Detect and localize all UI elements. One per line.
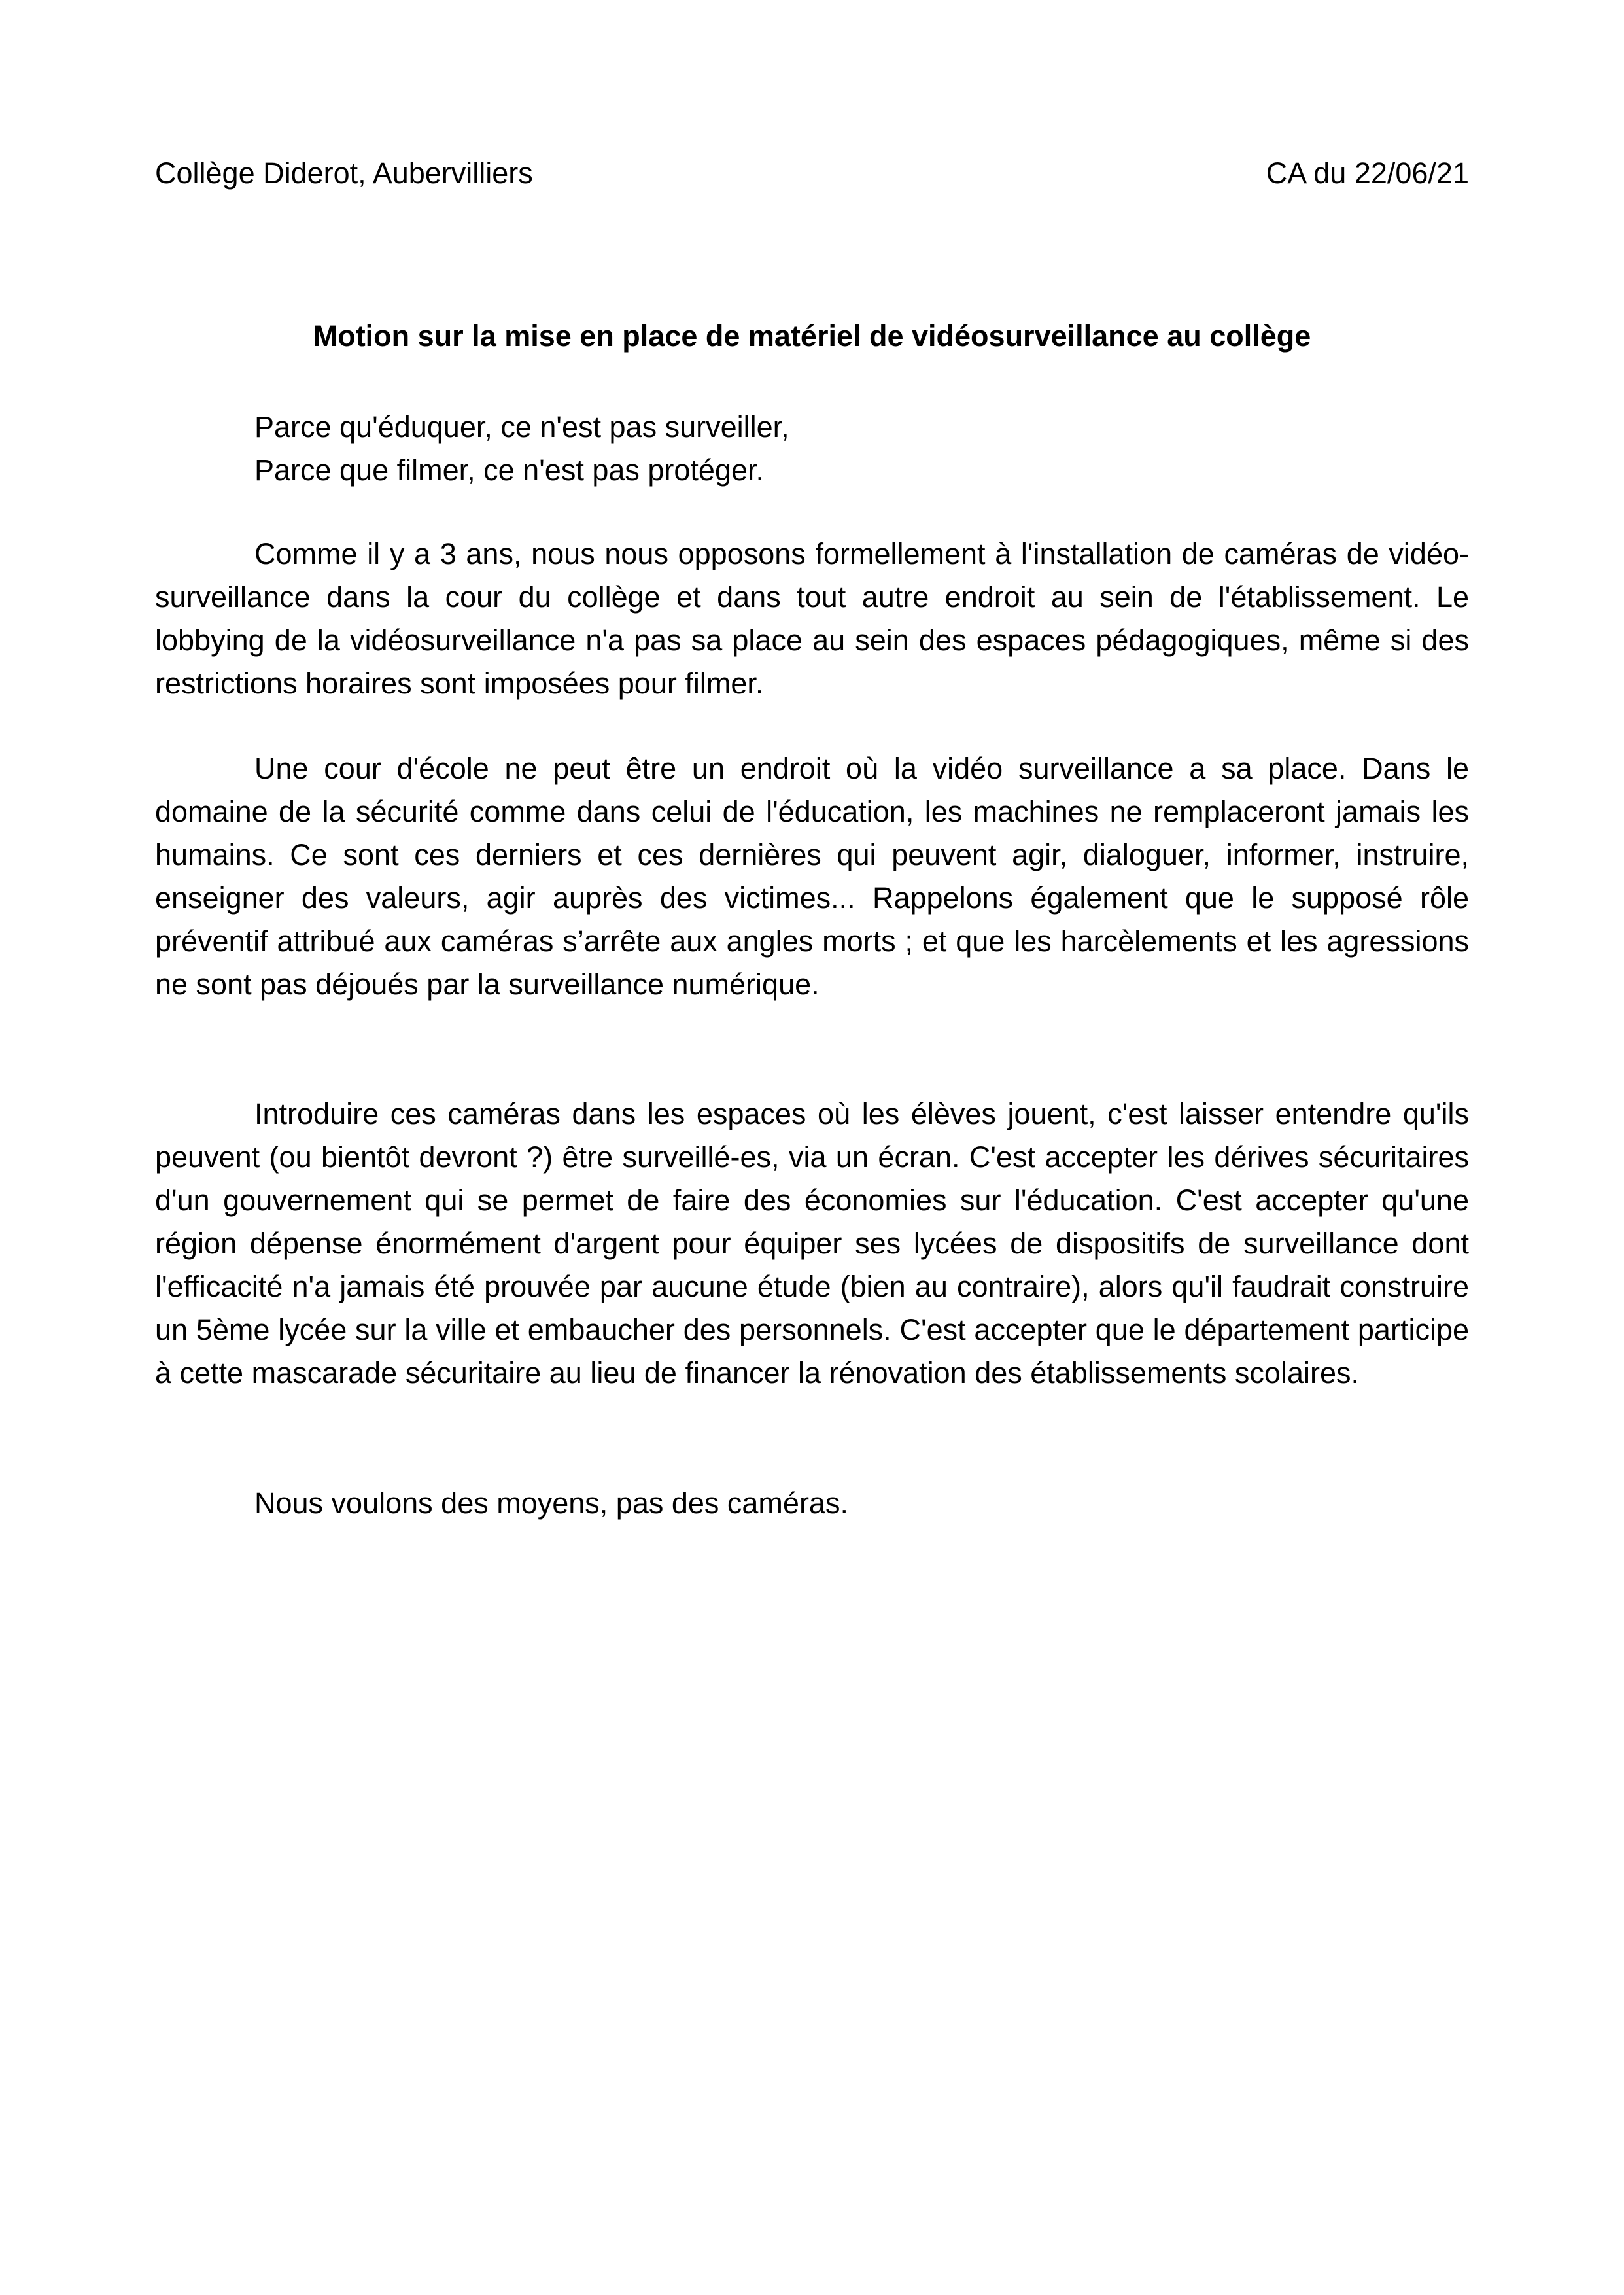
- header-meeting-date: CA du 22/06/21: [1266, 156, 1469, 190]
- paragraph-text: Nous voulons des moyens, pas des caméras.: [254, 1486, 848, 1520]
- header-school: Collège Diderot, Aubervilliers: [155, 156, 533, 190]
- epigraph-line: Parce que filmer, ce n'est pas protéger.: [254, 453, 765, 487]
- paragraph: [155, 1093, 1469, 1395]
- paragraph: [155, 747, 1469, 1006]
- paragraph-text: Comme il y a 3 ans, nous nous opposons formellement à l'installation de caméras de vidéo-surveillance dans la cour du collège et dans tout autre endroit au sein de l'établissement. Le lobbying de la vidéosurveillance n'a pas sa place au sein des espaces pédagogiques, même si des restrictions horaires sont imposées pour filmer.: [155, 537, 1469, 700]
- epigraph-line: Parce qu'éduquer, ce n'est pas surveiller,: [254, 410, 789, 444]
- epigraph: [254, 406, 789, 492]
- document-title: Motion sur la mise en place de matériel de vidéosurveillance au collège: [313, 319, 1311, 353]
- paragraph: [155, 533, 1469, 705]
- page-header: [155, 152, 1469, 195]
- closing-statement: [155, 1482, 1469, 1525]
- paragraph-text: Introduire ces caméras dans les espaces où les élèves jouent, c'est laisser entendre qu'ils peuvent (ou bientôt devront ?) être surveillé-es, via un écran. C'est accepter les dérives sécuritaires d'un gouvernement qui se permet de faire des économies sur l'éducation. C'est accepter qu'une région dépense énormément d'argent pour équiper ses lycées de dispositifs de surveillance dont l'efficacité n'a jamais été prouvée par aucune étude (bien au contraire), alors qu'il faudrait construire un 5ème lycée sur la ville et embaucher des personnels. C'est accepter que le département participe à cette mascarade sécuritaire au lieu de financer la rénovation des établissements scolaires.: [155, 1097, 1469, 1390]
- paragraph-text: Une cour d'école ne peut être un endroit où la vidéo surveillance a sa place. Dans le domaine de la sécurité comme dans celui de l'éducation, les machines ne remplaceront jamais les humains. Ce sont ces derniers et ces dernières qui peuvent agir, dialoguer, informer, instruire, enseigner des valeurs, agir auprès des victimes... Rappelons également que le supposé rôle préventif attribué aux caméras s’arrête aux angles morts ; et que les harcèlements et les agressions ne sont pas déjoués par la surveillance numérique.: [155, 752, 1469, 1001]
